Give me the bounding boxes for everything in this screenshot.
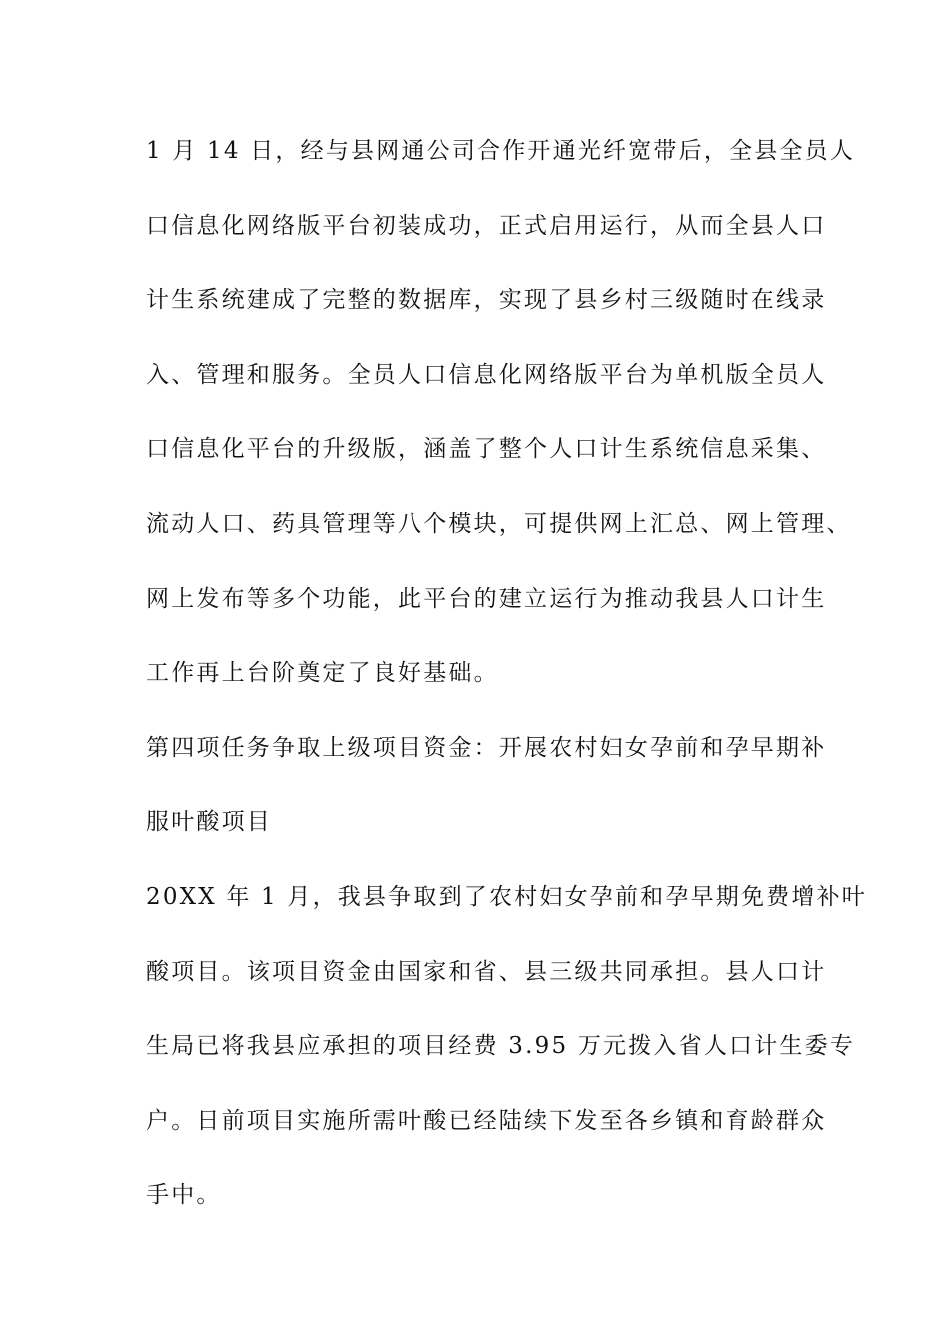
text-line: 生局已将我县应承担的项目经费 3.95 万元拨入省人口计生委专 [146,1033,856,1060]
text-line: 1 月 14 日，经与县网通公司合作开通光纤宽带后，全县全员人 [146,138,856,164]
text-line: 网上发布等多个功能，此平台的建立运行为推动我县人口计生 [146,585,827,612]
section-heading: 第四项任务争取上级项目资金：开展农村妇女孕前和孕早期补 [146,734,827,761]
text-line: 工作再上台阶奠定了良好基础。 [146,660,499,687]
text-line: 口信息化平台的升级版，涵盖了整个人口计生系统信息采集、 [146,436,827,463]
text-line: 20XX 年 1 月，我县争取到了农村妇女孕前和孕早期免费增补叶 [146,883,867,910]
text-line: 口信息化网络版平台初装成功，正式启用运行，从而全县人口 [146,212,827,239]
text-line: 手中。 [146,1182,222,1209]
text-line: 户。日前项目实施所需叶酸已经陆续下发至各乡镇和育龄群众 [146,1107,827,1134]
text-line: 酸项目。该项目资金由国家和省、县三级共同承担。县人口计 [146,958,827,985]
section-heading-continued: 服叶酸项目 [146,809,272,836]
text-line: 入、管理和服务。全员人口信息化网络版平台为单机版全员人 [146,361,827,388]
document-body [146,136,866,1255]
text-line: 流动人口、药具管理等八个模块，可提供网上汇总、网上管理、 [146,510,852,537]
text-line: 计生系统建成了完整的数据库，实现了县乡村三级随时在线录 [146,287,827,314]
